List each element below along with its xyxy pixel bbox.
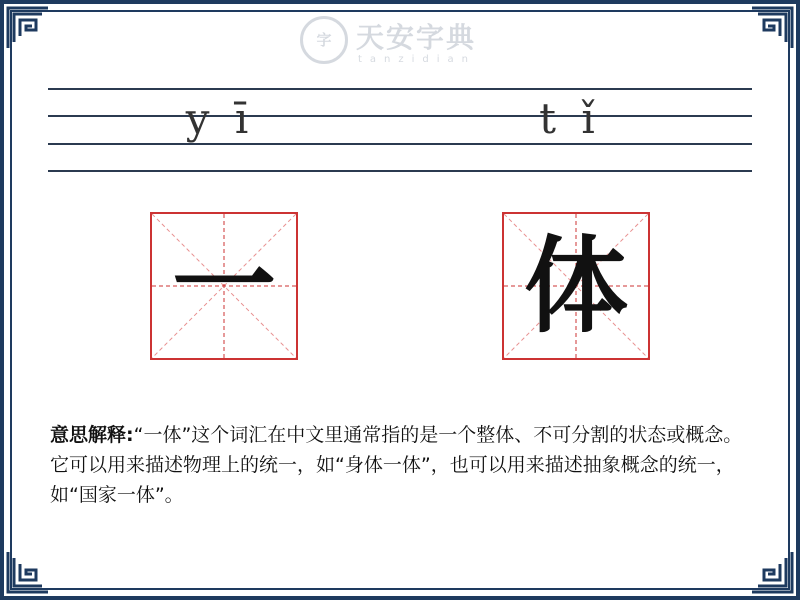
watermark-logo (300, 14, 500, 70)
pinyin-2: t ǐ (539, 94, 601, 143)
explanation-block (50, 420, 750, 510)
hanzi-grid-2 (502, 212, 650, 360)
logo-name: 天安字典 (356, 21, 477, 54)
staff-line (48, 170, 752, 172)
staff-line (48, 88, 752, 90)
explanation-text: “一体”这个词汇在中文里通常指的是一个整体、不可分割的状态或概念。它可以用来描述物理上的统一，如“身体一体”，也可以用来描述抽象概念的统一，如“国家一体”。 (50, 424, 743, 506)
seal-logo-icon (300, 16, 348, 64)
corner-ornament-icon (750, 550, 794, 594)
hanzi-1: 一 (171, 225, 276, 347)
corner-ornament-icon (6, 6, 50, 50)
explanation-label: 意思解释: (50, 424, 134, 446)
hanzi-2: 体 (523, 225, 628, 347)
pinyin-1: y ī (185, 94, 255, 143)
logo-glyph: 字 (316, 31, 332, 49)
logo-subtitle: tanzidian (358, 54, 477, 65)
hanzi-grid-1 (150, 212, 298, 360)
corner-ornament-icon (6, 550, 50, 594)
corner-ornament-icon (750, 6, 794, 50)
